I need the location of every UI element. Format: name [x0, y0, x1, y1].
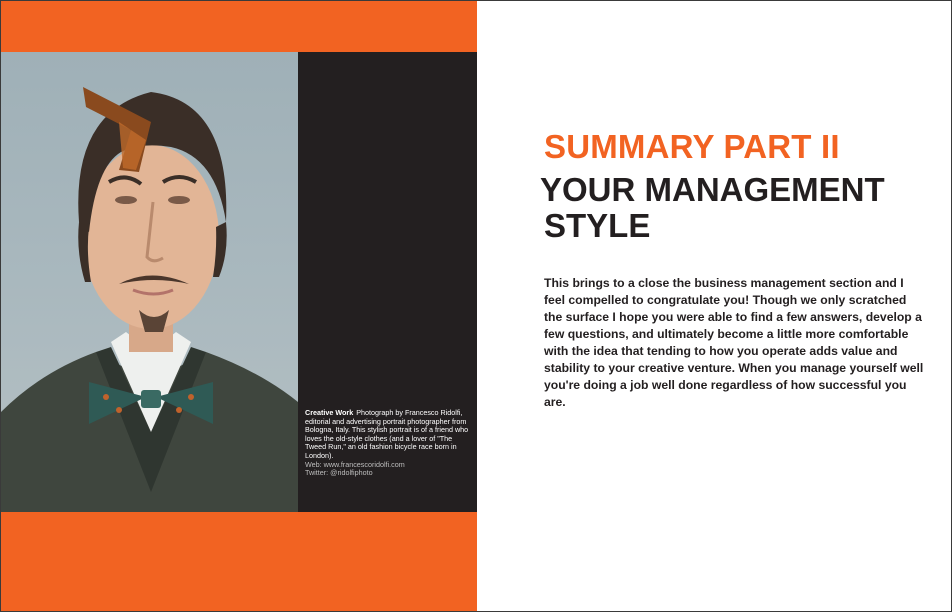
caption-lead: Creative Work [305, 408, 354, 417]
body-paragraph: This brings to a close the business management section and I feel compelled to congratulate you! Though we only scratched the surface I hope you were able to find a few answers, develop a few questions, and ultimately become a little more comfortable with the idea that tending to how you operate adds value and stability to your creative venture. When you manage yourself well you're doing a job well done regardless of how successful you are. [544, 276, 924, 409]
left-page [1, 1, 477, 611]
photo-caption [305, 409, 473, 478]
title-line-1: YOUR MANAGEMENT [540, 171, 885, 208]
page-title [540, 172, 920, 244]
caption-web: Web: www.francescoridolfi.com [305, 459, 405, 469]
orange-band-bottom [1, 512, 477, 611]
portrait-photo [1, 52, 298, 512]
caption-twitter: Twitter: @ridolfiphoto [305, 468, 373, 478]
portrait-illustration [1, 52, 298, 512]
title-line-2: STYLE [544, 207, 651, 244]
caption-text: Photograph by Francesco Ridolfi, editorial and advertising portrait photographer from Bologna, Italy. This stylish portrait is of a friend who loves the old-style clothes (and a lover of "The Tweed Run," an old fashion bicycle race born in London). [305, 408, 469, 460]
section-kicker: SUMMARY PART II [544, 128, 840, 165]
orange-band-top [1, 1, 477, 52]
